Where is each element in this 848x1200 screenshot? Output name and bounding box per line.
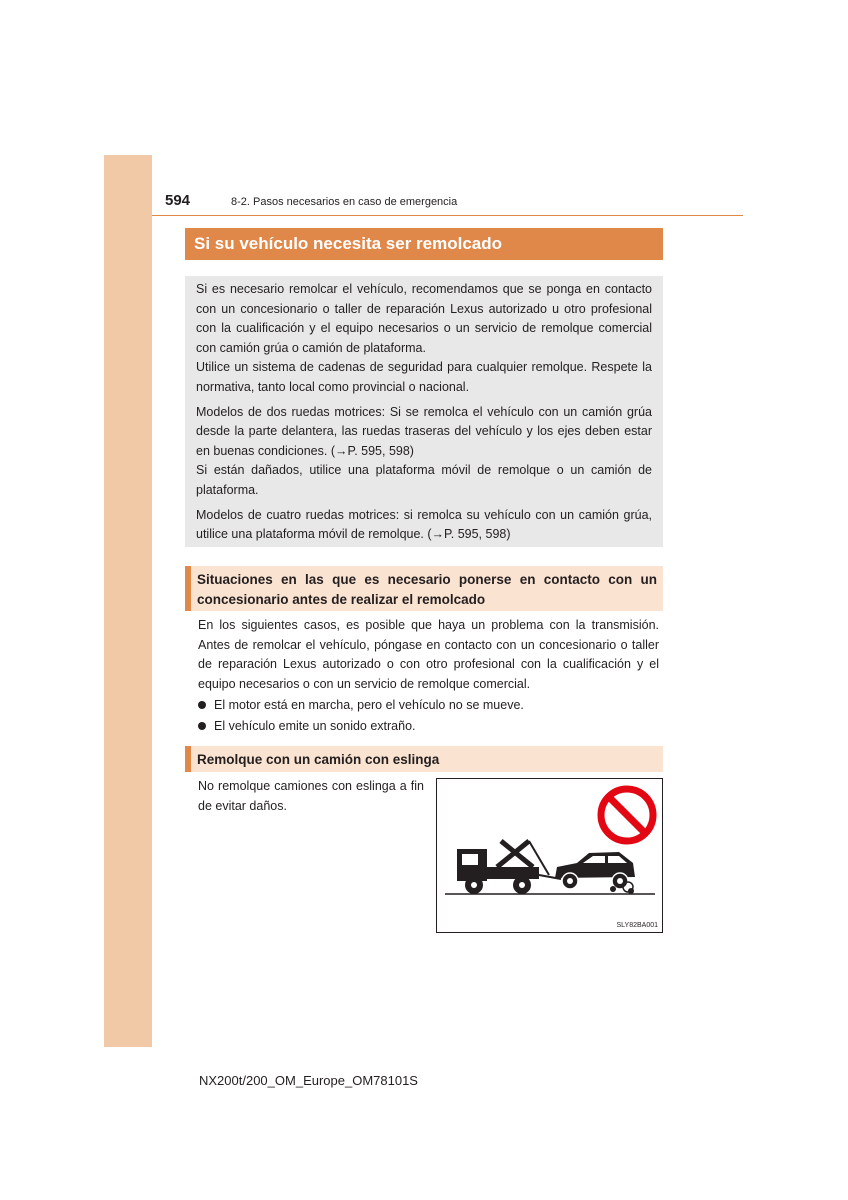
two-wd-paragraph [196, 403, 652, 501]
tow-truck-icon [457, 841, 561, 894]
situations-heading: Situaciones en las que es necesario ponerse en contacto con un concesionario antes de realizar el remolcado [185, 566, 663, 611]
tow-illustration [437, 779, 662, 932]
list-item [198, 695, 524, 716]
footer-doc-id: NX200t/200_OM_Europe_OM78101S [199, 1073, 418, 1088]
sling-heading: Remolque con un camión con eslinga [185, 746, 663, 772]
info-box [185, 276, 663, 547]
bullet-icon [198, 722, 206, 730]
situations-body [198, 616, 659, 694]
situations-bullets [198, 695, 524, 736]
four-wd-paragraph: Modelos de cuatro ruedas motrices: si remolca su vehículo con un camión grúa, utilice una plataforma móvil de remolque. (→P. 595, 598) [196, 507, 652, 542]
situations-text: En los siguientes casos, es posible que haya un problema con la transmisión. Antes de remolcar el vehículo, póngase en contacto con un concesionario o taller de reparación Lexus autorizado o con otro profesional con la cualificación y el equipo necesarios o con un servicio de remolque comercial. [198, 618, 659, 691]
chapter-title: 8-2. Pasos necesarios en caso de emergencia [231, 196, 458, 208]
section-title: Si su vehículo necesita ser remolcado [185, 228, 663, 260]
two-wd-line-1: Modelos de dos ruedas motrices: Si se remolca el vehículo con un camión grúa desde la parte delantera, las ruedas traseras del vehículo y los ejes deben estar en buenas condiciones. (→P. 595, 598) [196, 404, 652, 458]
sling-body: No remolque camiones con eslinga a fin de evitar daños. [198, 779, 424, 813]
bullet-text: El motor está en marcha, pero el vehículo no se mueve. [214, 698, 524, 712]
list-item [198, 716, 524, 737]
figure-code: SLY82BA001 [616, 922, 658, 929]
sling-tow-figure [436, 778, 663, 933]
side-band [104, 155, 152, 1047]
bullet-text: El vehículo emite un sonido extraño. [214, 718, 416, 733]
bullet-icon [198, 701, 206, 709]
intro-line-1: Si es necesario remolcar el vehículo, recomendamos que se ponga en contacto con un concesionario o taller de reparación Lexus autorizado u otro profesional con la cualificación y el equipo necesarios o un servicio de remolque comercial con camión grúa o camión de plataforma. [196, 282, 652, 355]
two-wd-line-2: Si están dañados, utilice una plataforma móvil de remolque o un camión de plataforma. [196, 463, 652, 497]
intro-paragraph [196, 280, 652, 398]
header-divider [152, 215, 743, 216]
page-number: 594 [165, 192, 191, 209]
towed-car-icon [555, 852, 635, 894]
intro-line-2: Utilice un sistema de cadenas de seguridad para cualquier remolque. Respete la normativa, tanto local como provincial o nacional. [196, 360, 652, 394]
prohibited-icon [601, 789, 653, 841]
